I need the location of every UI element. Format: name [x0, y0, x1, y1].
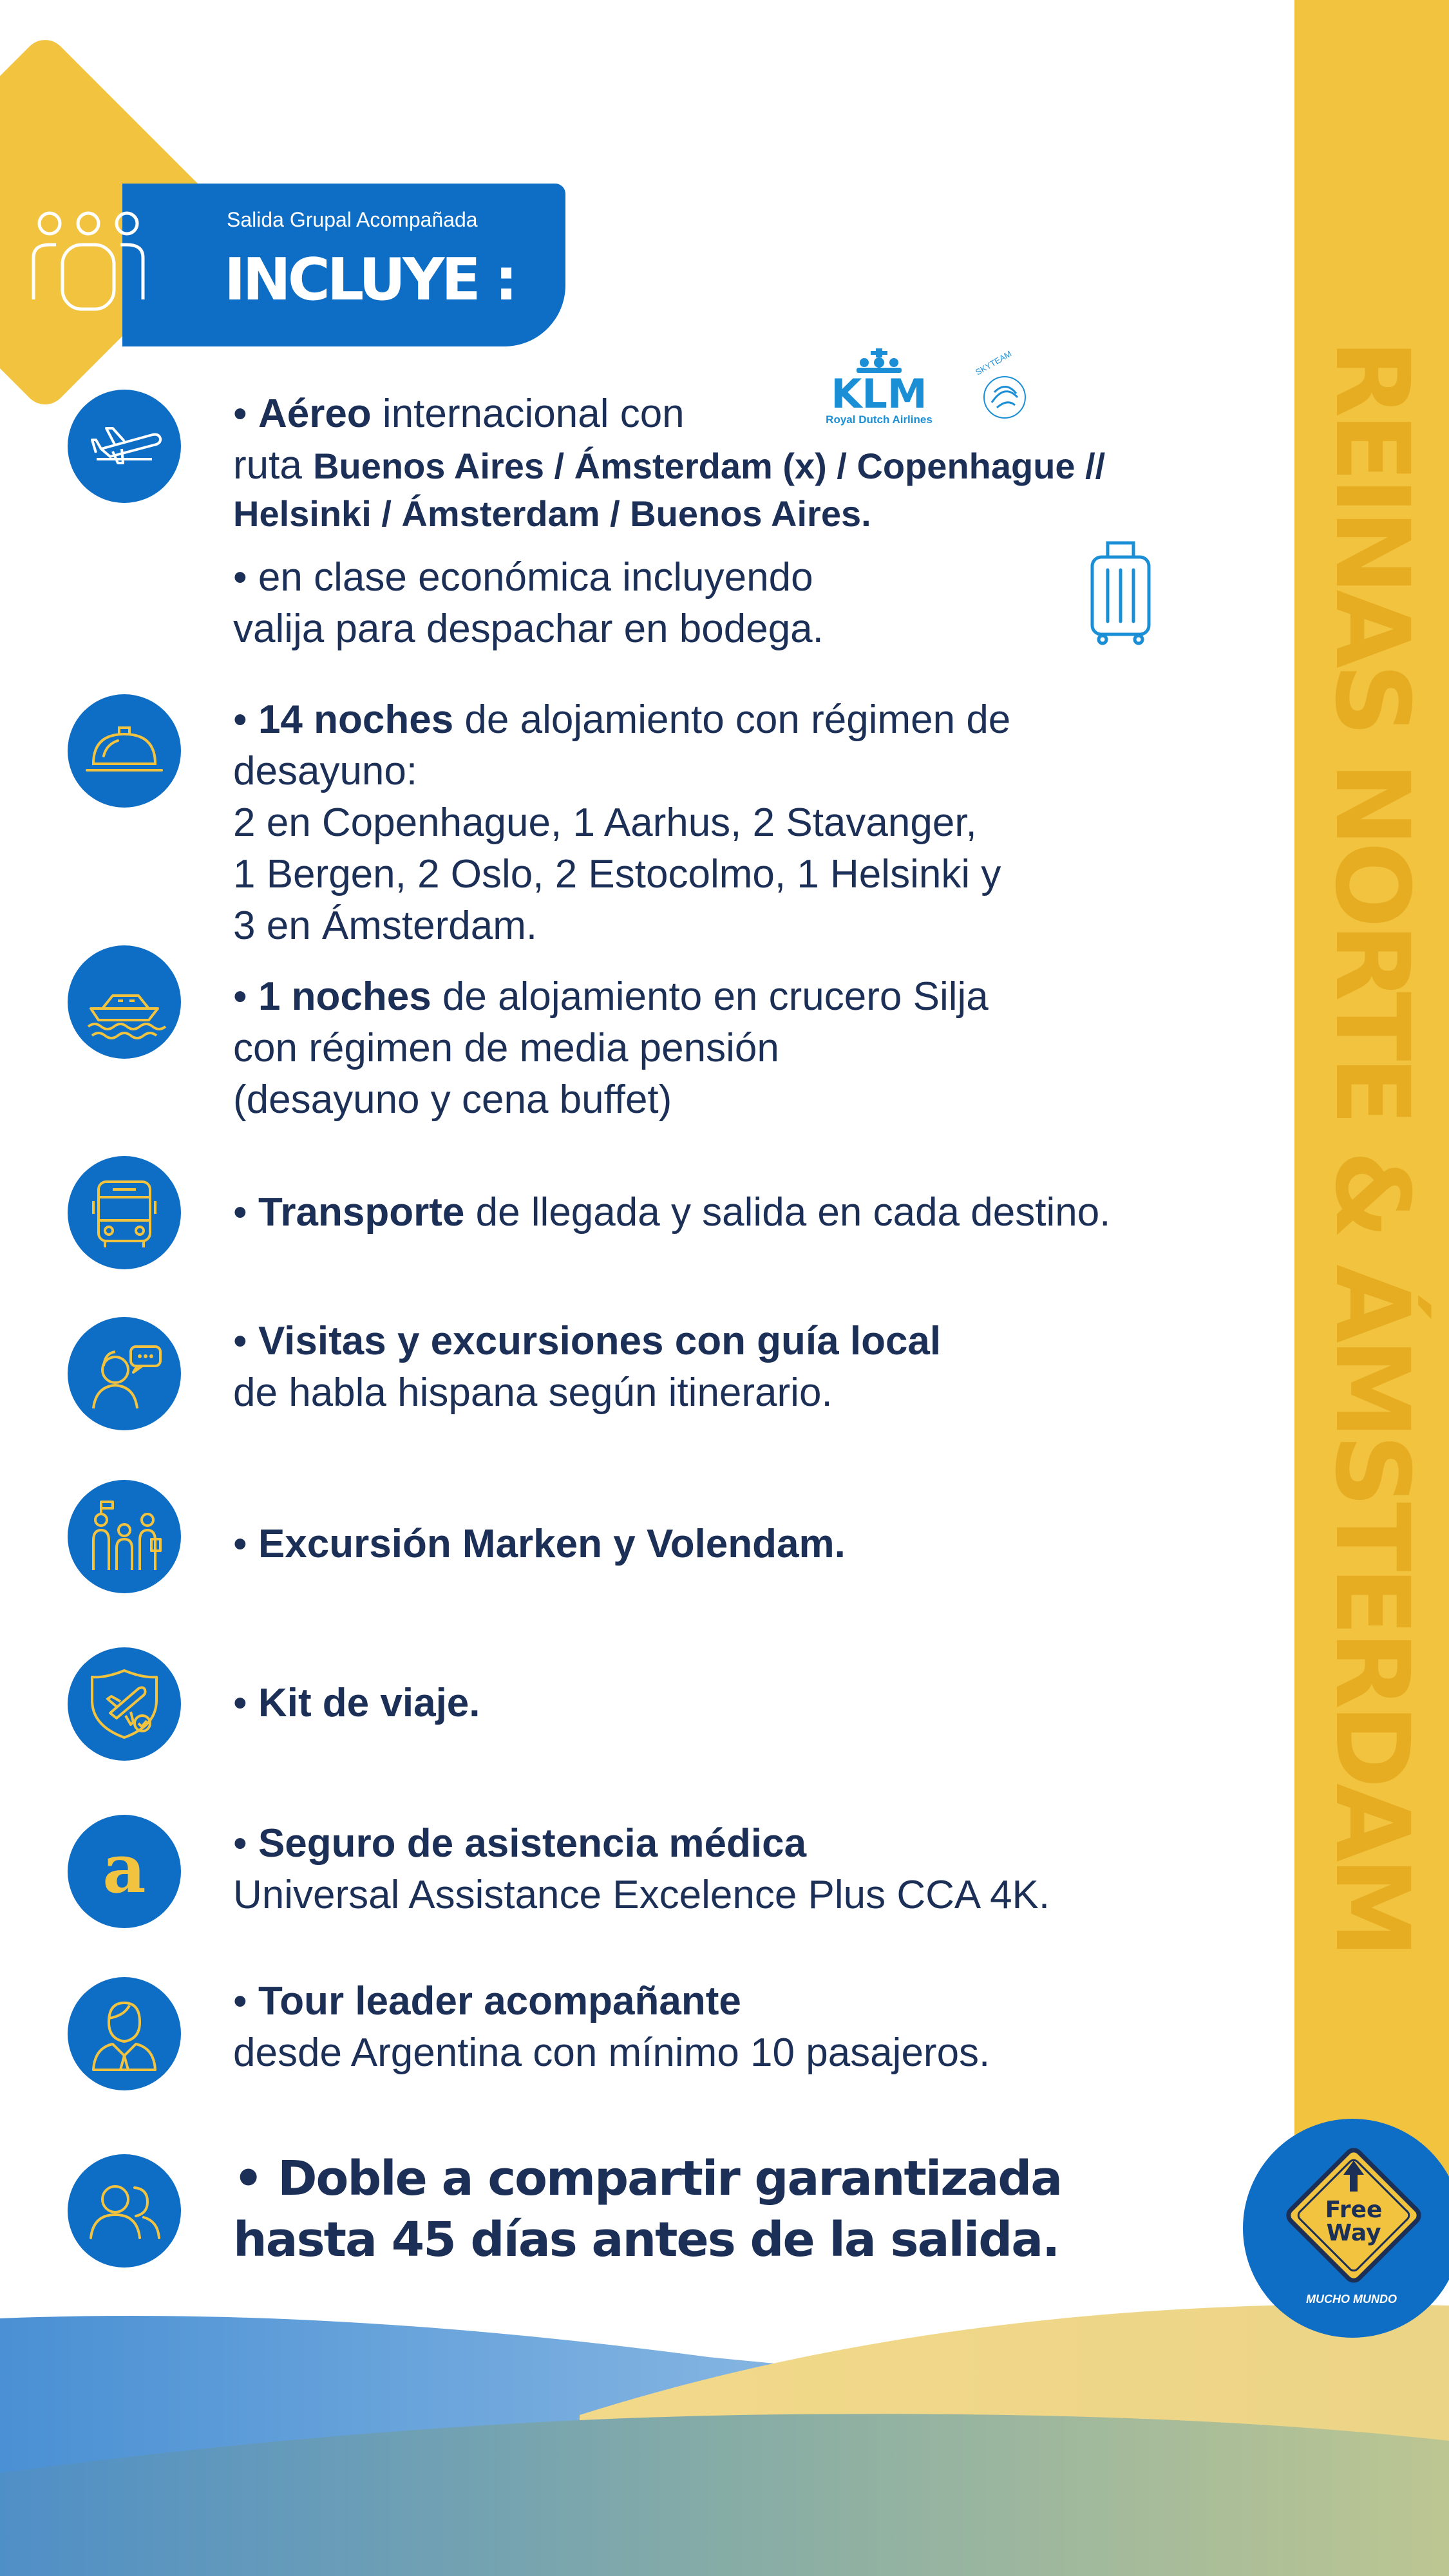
hotel-line-1: • 14 noches de alojamiento con régimen de — [233, 697, 1011, 742]
cruise-line-3: (desayuno y cena buffet) — [233, 1077, 672, 1122]
svg-text:SKYTEAM: SKYTEAM — [974, 348, 1014, 377]
double-line-2: hasta 45 días antes de la salida. — [233, 2212, 1059, 2268]
tour-leader-icon — [68, 1977, 181, 2090]
svg-text:Way: Way — [1326, 2220, 1381, 2246]
air-line-1: • Aéreo internacional con — [233, 392, 685, 436]
svg-text:Royal Dutch Airlines: Royal Dutch Airlines — [826, 413, 933, 426]
group-plus-icon — [27, 209, 149, 312]
hotel-line-5: 3 en Ámsterdam. — [233, 904, 538, 948]
cruise-line-1: • 1 noches de alojamiento en crucero Silja — [233, 974, 989, 1019]
travel-shield-icon — [68, 1647, 181, 1761]
svg-text:KLM: KLM — [831, 370, 927, 417]
kit-line-1: • Kit de viaje. — [233, 1681, 480, 1725]
air-line-3: Helsinki / Ámsterdam / Buenos Aires. — [233, 493, 871, 534]
leader-line-2: desde Argentina con mínimo 10 pasajeros. — [233, 2031, 990, 2075]
insurance-line-2: Universal Assistance Excelence Plus CCA 4K. — [233, 1873, 1050, 1917]
klm-logo — [817, 325, 1042, 435]
transport-line-1: • Transporte de llegada y salida en cada destino. — [233, 1190, 1111, 1235]
freeway-caption: MUCHO MUNDO — [1306, 2293, 1397, 2306]
hotel-line-4: 1 Bergen, 2 Oslo, 2 Estocolmo, 1 Helsinki y — [233, 852, 1001, 896]
svg-text:a: a — [102, 1829, 146, 1908]
luggage-icon — [1088, 538, 1153, 646]
hotel-line-2: desayuno: — [233, 749, 418, 793]
tour-group-icon — [68, 1480, 181, 1593]
freeway-sign-logo — [1280, 2141, 1428, 2289]
guide-speaking-icon — [68, 1317, 181, 1430]
header-title: INCLUYE : — [224, 246, 515, 314]
double-line-1: • Doble a compartir garantizada — [233, 2151, 1062, 2206]
hotel-line-3: 2 en Copenhague, 1 Aarhus, 2 Stavanger, — [233, 800, 977, 845]
air-line-5: valija para despachar en bodega. — [233, 607, 824, 651]
visits-line-2: de habla hispana según itinerario. — [233, 1370, 833, 1415]
bus-icon — [68, 1156, 181, 1269]
svg-text:Free: Free — [1325, 2197, 1383, 2223]
cruise-line-2: con régimen de media pensión — [233, 1026, 779, 1070]
excursion-line-1: • Excursión Marken y Volendam. — [233, 1522, 846, 1566]
side-title: REINAS NORTE & ÁMSTERDAM — [1312, 339, 1431, 1953]
leader-line-1: • Tour leader acompañante — [233, 1979, 741, 2023]
bottom-waves — [0, 2293, 1449, 2576]
air-line-4: • en clase económica incluyendo — [233, 555, 813, 600]
cruise-ship-icon — [68, 945, 181, 1059]
visits-line-1: • Visitas y excursiones con guía local — [233, 1319, 942, 1363]
air-line-2: ruta Buenos Aires / Ámsterdam (x) / Copenhague // — [233, 443, 1106, 488]
universal-assistance-icon — [68, 1815, 181, 1928]
reception-bell-icon — [68, 694, 181, 808]
users-icon — [68, 2154, 181, 2268]
insurance-line-1: • Seguro de asistencia médica — [233, 1821, 807, 1866]
header-subtitle: Salida Grupal Acompañada — [227, 208, 478, 231]
airplane-icon — [68, 390, 181, 503]
